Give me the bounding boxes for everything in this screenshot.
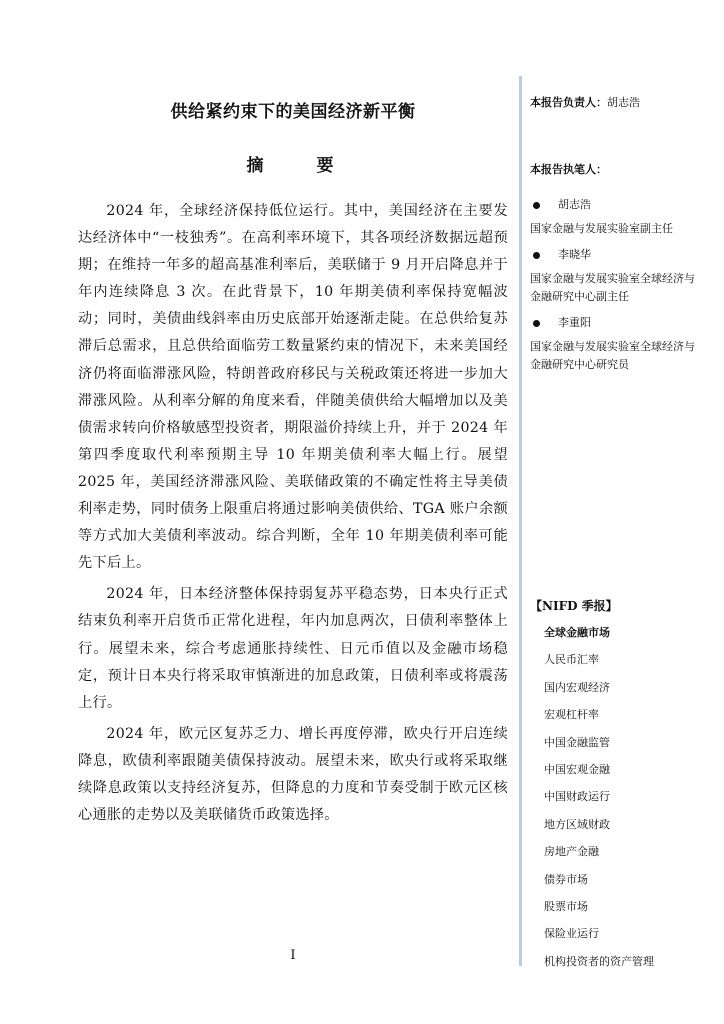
abstract-paragraph-us: 2024 年，全球经济保持低位运行。其中，美国经济在主要发达经济体中“一枝独秀”。在高利率环境下，其各项经济数据远超预期；在维持一年多的超高基准利率后，美联储于 9 月开启降息并于年内连续降息 3 次。在此背景下，10 年期美债利率保持宽幅波动；同时，美债曲线斜率由历史底部开始逐渐走陡。在总供给复苏滞后总需求，且总供给面临劳工数量紧约束的情况下，未来美国经济仍将面临滞涨风险，特朗普政府移民与关税政策还将进一步加大滞涨风险。从利率分解的角度来看，伴随美债供给大幅增加以及美债需求转向价格敏感型投资者，期限溢价持续上升，并于 2024 年第四季度取代利率预期主导 10 年期美债利率大幅上行。展望 2025 年，美国经济滞涨风险、美联储政策的不确定性将主导美债利率走势，同时债务上限重启将通过影响美债供给、TGA 账户余额等方式加大美债利率波动。综合判断，全年 10 年期美债利率可能先下后上。: [78, 203, 508, 572]
nifd-item[interactable]: 股票市场: [544, 899, 588, 913]
nifd-item[interactable]: 宏观杠杆率: [544, 708, 599, 722]
nifd-item[interactable]: 中国财政运行: [544, 790, 610, 804]
page-number: I: [290, 948, 296, 963]
author-item: [530, 312, 700, 334]
sidebar-divider: [519, 76, 522, 966]
abstract-heading: 摘 要: [246, 156, 352, 176]
bullet-icon: [533, 320, 540, 327]
nifd-item[interactable]: 国内宏观经济: [544, 680, 610, 694]
author-name: 李晓华: [558, 248, 591, 261]
author-name: 李重阳: [558, 316, 591, 329]
nifd-item[interactable]: 人民币汇率: [544, 653, 599, 667]
responsible-name: 胡志浩: [607, 96, 640, 109]
abstract-paragraph-japan: 2024 年，日本经济整体保持弱复苏平稳态势，日本央行正式结束负利率开启货币正常化进程，年内加息两次，日债利率整体上行。展望未来，综合考虑通胀持续性、日元币值以及金融市场稳定，预计日本央行将采取审慎渐进的加息政策，日债利率或将震荡上行。: [78, 586, 508, 711]
nifd-item[interactable]: 房地产金融: [544, 845, 599, 859]
author-name: 胡志浩: [558, 198, 591, 211]
nifd-item[interactable]: 保险业运行: [544, 927, 599, 941]
bullet-icon: [533, 252, 540, 259]
nifd-item[interactable]: 全球金融市场: [544, 626, 610, 639]
abstract-paragraph-euro: 2024 年，欧元区复苏乏力、增长再度停滞，欧央行开启连续降息，欧债利率跟随美债保持波动。展望未来，欧央行或将采取继续降息政策以支持经济复苏，但降息的力度和节奏受制于欧元区核心通胀的走势以及美联储货币政策选择。: [78, 725, 508, 824]
authors-label: 本报告执笔人：: [530, 163, 607, 176]
nifd-item[interactable]: 地方区域财政: [544, 817, 610, 831]
responsible-label: 本报告负责人：: [530, 96, 607, 109]
nifd-item[interactable]: 中国宏观金融: [544, 762, 610, 776]
report-body: [78, 100, 508, 829]
nifd-item[interactable]: 债券市场: [544, 872, 588, 886]
author-item: [530, 194, 700, 216]
author-item: [530, 244, 700, 266]
nifd-series-list: [544, 622, 654, 978]
nifd-item[interactable]: 机构投资者的资产管理: [544, 954, 654, 968]
nifd-series-title: 【NIFD 季报】: [530, 599, 618, 613]
author-affiliation: 国家金融与发展实验室副主任: [530, 222, 673, 235]
author-affiliation: 国家金融与发展实验室全球经济与金融研究中心研究员: [530, 340, 695, 371]
bullet-icon: [533, 202, 540, 209]
authors-section: [530, 160, 700, 380]
report-title: 供给紧约束下的美国经济新平衡: [170, 102, 416, 122]
author-affiliation: 国家金融与发展实验室全球经济与金融研究中心副主任: [530, 272, 695, 303]
nifd-item[interactable]: 中国金融监管: [544, 735, 610, 749]
responsible-person: [530, 93, 700, 113]
